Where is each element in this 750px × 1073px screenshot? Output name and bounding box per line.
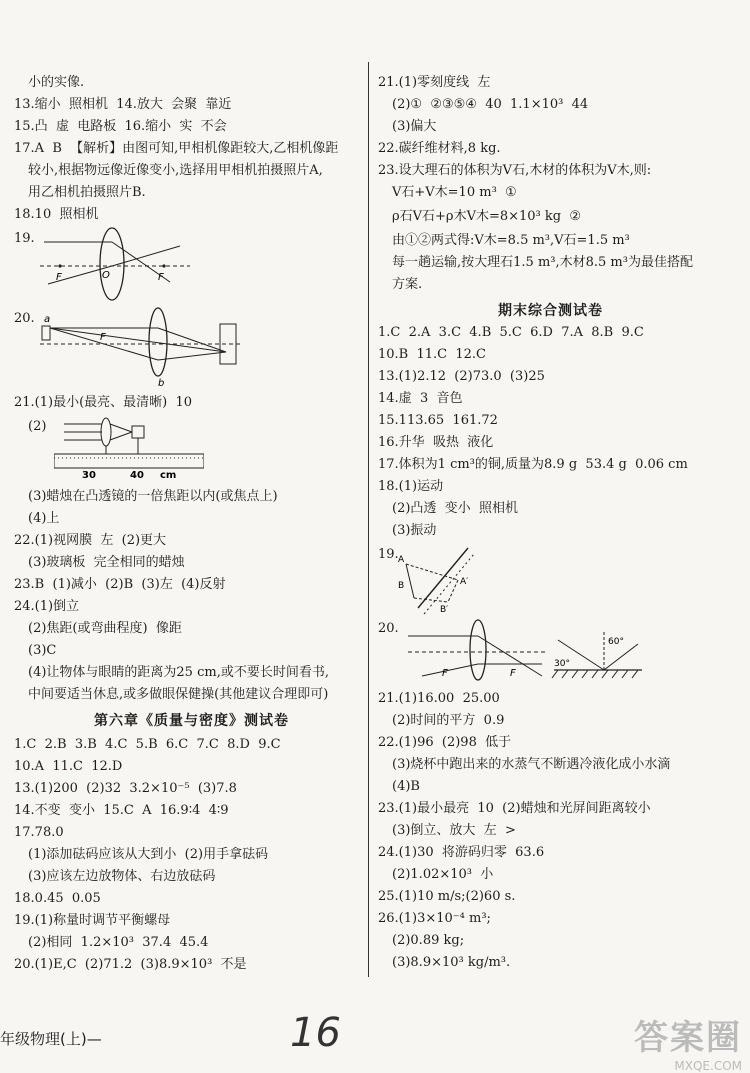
right-answer-line: 18.(1)运动 xyxy=(378,479,444,494)
section-heading-final: 期末综合测试卷 xyxy=(498,303,603,319)
left-answer-line: 20.(1)E,C (2)71.2 (3)8.9×10³ 不是 xyxy=(14,957,247,972)
focus-label-right: F xyxy=(510,668,516,679)
point-label-A: A xyxy=(398,555,405,565)
right-answer-line: 23.设大理石的体积为V石,木材的体积为V木,则: xyxy=(378,163,652,178)
right-answer-line: V石+V木=10 m³ ① xyxy=(392,185,517,200)
center-label: O xyxy=(102,270,110,281)
left-answer-line: 小的实像. xyxy=(28,75,85,90)
left-answer-line: (2)焦距(或弯曲程度) 像距 xyxy=(28,621,182,636)
left-answer-line: 20. xyxy=(14,311,35,326)
left-answer-line: (3)应该左边放物体、右边放砝码 xyxy=(28,869,216,884)
reflection-diagram-20 xyxy=(548,620,648,686)
right-answer-line: 13.(1)2.12 (2)73.0 (3)25 xyxy=(378,369,545,384)
right-answer-line: 1.C 2.A 3.C 4.B 5.C 6.D 7.A 8.B 9.C xyxy=(378,325,644,340)
right-answer-line: (3)8.9×10³ kg/m³. xyxy=(392,955,511,970)
right-answer-line: (3)倒立、放大 左 > xyxy=(392,823,516,838)
left-answer-line: (2) xyxy=(28,419,47,434)
focus-label-left: F xyxy=(56,272,62,283)
angle-label-30: 30° xyxy=(554,659,570,669)
left-answer-line: 较小,根据物远像近像变小,选择用甲相机拍摄照片A, xyxy=(28,163,323,178)
left-answer-line: 21.(1)最小(最亮、最清晰) 10 xyxy=(14,395,193,410)
left-answer-line: (4)让物体与眼睛的距离为25 cm,或不要长时间看书, xyxy=(28,665,329,680)
point-label-b: b xyxy=(158,378,165,388)
ruler-unit: cm xyxy=(160,470,177,481)
mirror-diagram-19 xyxy=(398,544,508,616)
right-answer-line: 15.113.65 161.72 xyxy=(378,413,498,428)
right-answer-line: (3)振动 xyxy=(392,523,437,538)
right-answer-line: (2)0.89 kg; xyxy=(392,933,465,948)
right-answer-line: 14.虚 3 音色 xyxy=(378,391,463,406)
right-answer-line: 22.碳纤维材料,8 kg. xyxy=(378,141,501,156)
left-answer-line: 18.0.45 0.05 xyxy=(14,891,101,906)
left-answer-line: (2)相同 1.2×10³ 37.4 45.4 xyxy=(28,935,209,950)
right-answer-line: 26.(1)3×10⁻⁴ m³; xyxy=(378,911,491,926)
angle-label-60: 60° xyxy=(608,637,624,647)
ruler-tick-40: 40 xyxy=(130,470,144,481)
right-answer-line: 方案. xyxy=(392,277,423,292)
left-answer-line: 17.78.0 xyxy=(14,825,64,840)
right-answer-line: 17.体积为1 cm³的铜,质量为8.9 g 53.4 g 0.06 cm xyxy=(378,457,688,472)
left-answer-line: (4)上 xyxy=(28,511,60,526)
left-answer-line: 1.C 2.B 3.B 4.C 5.B 6.C 7.C 8.D 9.C xyxy=(14,737,281,752)
left-answer-line: 15.凸 虚 电路板 16.缩小 实 不会 xyxy=(14,119,227,134)
right-answer-line: 20. xyxy=(378,621,399,636)
left-answer-line: (3)C xyxy=(28,643,57,658)
focus-label-right: F xyxy=(158,272,164,283)
left-answer-line: 24.(1)倒立 xyxy=(14,599,80,614)
right-answer-line: 25.(1)10 m/s;(2)60 s. xyxy=(378,889,516,904)
right-answer-line: 16.升华 吸热 液化 xyxy=(378,435,494,450)
right-answer-line: 21.(1)零刻度线 左 xyxy=(378,75,491,90)
section-heading-chapter6: 第六章《质量与密度》测试卷 xyxy=(94,713,289,729)
left-answer-line: 14.不变 变小 15.C A 16.9∶4 4∶9 xyxy=(14,803,229,818)
left-answer-line: 13.缩小 照相机 14.放大 会聚 靠近 xyxy=(14,97,232,112)
point-label-B: B xyxy=(398,581,405,591)
lens-diagram-20 xyxy=(40,304,250,388)
right-answer-line: (4)B xyxy=(392,779,420,794)
right-answer-line: 21.(1)16.00 25.00 xyxy=(378,691,500,706)
ruler-diagram-21 xyxy=(54,414,204,482)
left-answer-line: (1)添加砝码应该从大到小 (2)用手拿砝码 xyxy=(28,847,269,862)
right-answer-line: (3)偏大 xyxy=(392,119,437,134)
page-footer: 年级物理(上)— xyxy=(0,1030,102,1048)
left-answer-line: 10.A 11.C 12.D xyxy=(14,759,123,774)
right-answer-line: 每一趟运输,按大理石1.5 m³,木材8.5 m³为最佳搭配 xyxy=(392,255,693,270)
right-answer-line: 23.(1)最小最亮 10 (2)蜡烛和光屏间距离较小 xyxy=(378,801,651,816)
watermark-url: MXQE.COM xyxy=(674,1059,742,1073)
left-answer-line: 17.A B 【解析】由图可知,甲相机像距较大,乙相机像距 xyxy=(14,141,339,156)
point-label-A-prime: A′ xyxy=(460,577,469,587)
right-answer-line: (2)凸透 变小 照相机 xyxy=(392,501,518,516)
lens-diagram-19 xyxy=(40,224,190,302)
right-answer-line: 22.(1)96 (2)98 低于 xyxy=(378,735,512,750)
watermark-logo-text: 答案圈 xyxy=(634,1018,742,1058)
point-label-B-prime: B′ xyxy=(440,605,449,615)
left-answer-line: 22.(1)视网膜 左 (2)更大 xyxy=(14,533,167,548)
column-divider xyxy=(368,62,369,977)
right-answer-line: (2)时间的平方 0.9 xyxy=(392,713,505,728)
focus-label-left: F xyxy=(442,668,448,679)
page-number: 16 xyxy=(290,1010,341,1056)
left-answer-line: 用乙相机拍摄照片B. xyxy=(28,185,146,200)
left-answer-line: 19.(1)称量时调节平衡螺母 xyxy=(14,913,171,928)
left-answer-line: 中间要适当休息,或多做眼保健操(其他建议合理即可) xyxy=(28,687,329,702)
ruler-tick-30: 30 xyxy=(82,470,96,481)
left-answer-line: 18.10 照相机 xyxy=(14,207,99,222)
left-answer-line: 19. xyxy=(14,231,35,246)
left-answer-line: (3)蜡烛在凸透镜的一倍焦距以内(或焦点上) xyxy=(28,489,278,504)
left-answer-line: 23.B (1)减小 (2)B (3)左 (4)反射 xyxy=(14,577,226,592)
right-answer-line: 24.(1)30 将游码归零 63.6 xyxy=(378,845,545,860)
right-answer-line: (2)① ②③⑤④ 40 1.1×10³ 44 xyxy=(392,97,589,112)
right-answer-line: 10.B 11.C 12.C xyxy=(378,347,486,362)
left-answer-line: (3)玻璃板 完全相同的蜡烛 xyxy=(28,555,185,570)
focus-label: F xyxy=(100,332,106,343)
right-answer-line: (2)1.02×10³ 小 xyxy=(392,867,494,882)
point-label-a: a xyxy=(44,314,51,325)
lens-diagram-20b xyxy=(408,616,548,684)
left-answer-line: 13.(1)200 (2)32 3.2×10⁻⁵ (3)7.8 xyxy=(14,781,237,796)
right-answer-line: 由①②两式得:V木=8.5 m³,V石=1.5 m³ xyxy=(392,233,630,248)
right-answer-line: ρ石V石+ρ木V木=8×10³ kg ② xyxy=(392,209,582,224)
right-answer-line: (3)烧杯中跑出来的水蒸气不断遇冷液化成小水滴 xyxy=(392,757,671,772)
right-answer-line: 19. xyxy=(378,547,399,562)
